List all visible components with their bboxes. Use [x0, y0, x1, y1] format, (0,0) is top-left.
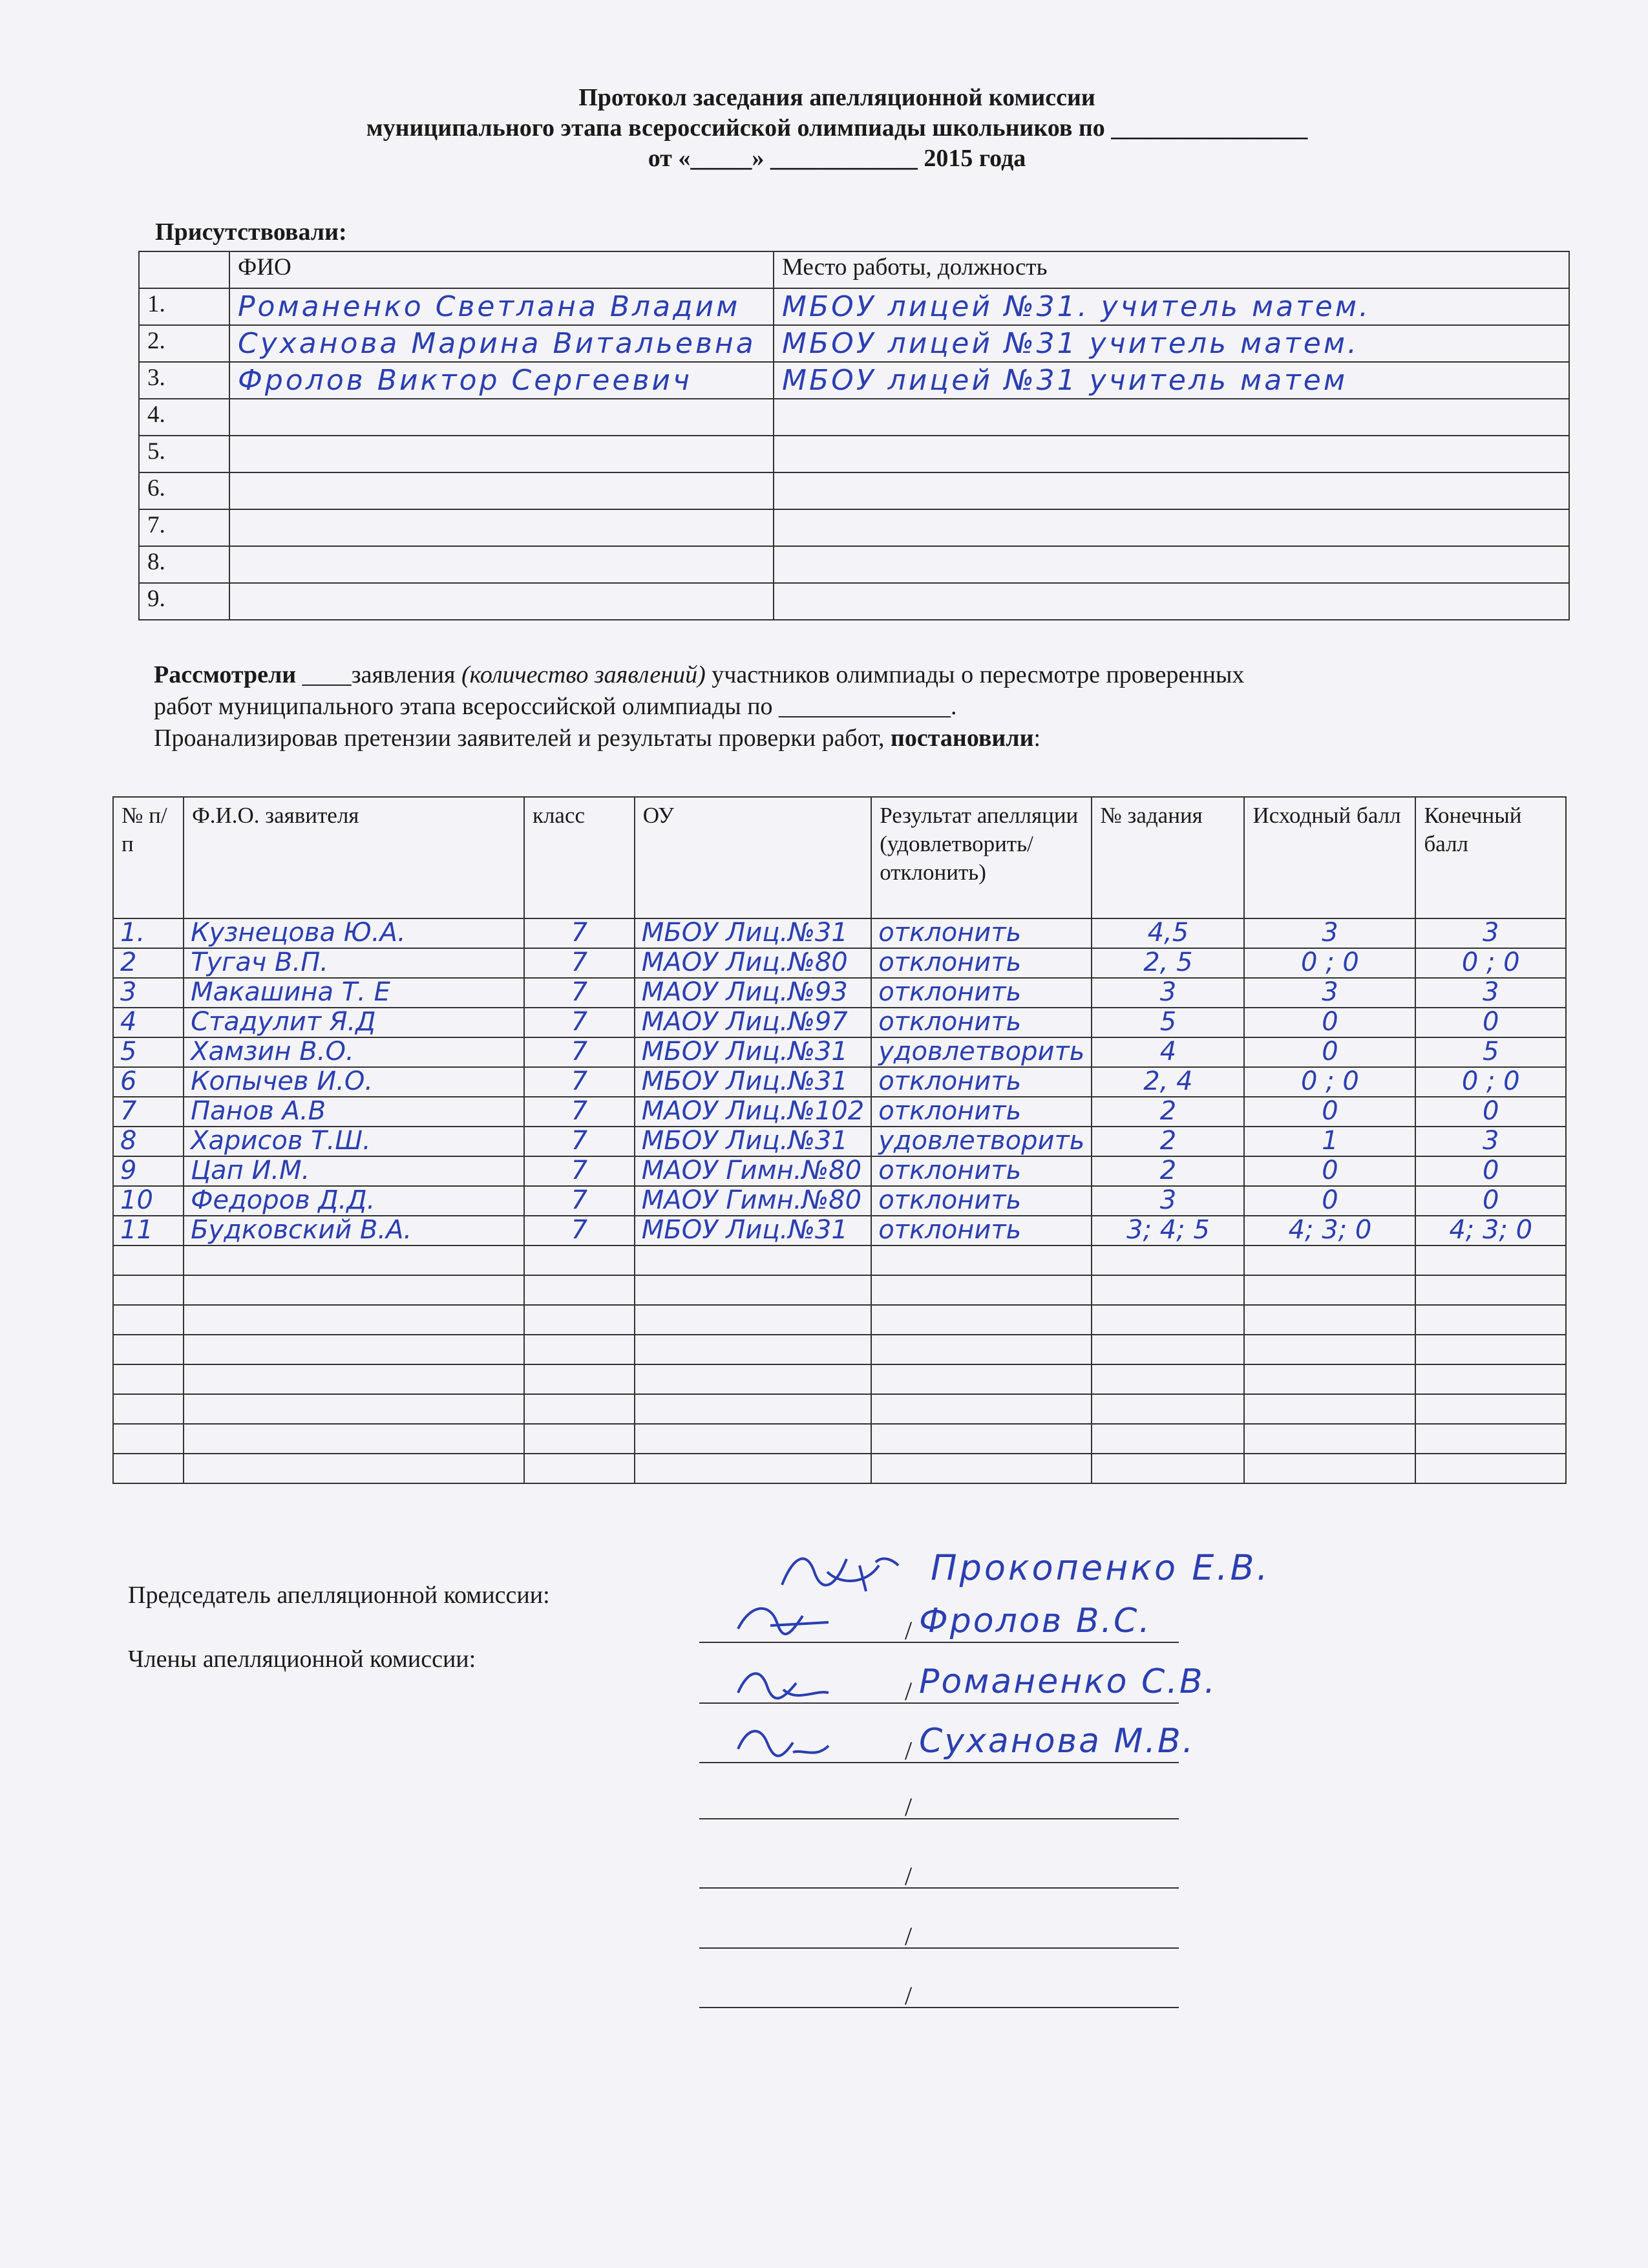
appeal-task: [1092, 1394, 1244, 1424]
appeal-row: [113, 1335, 1566, 1364]
attendee-num: 4.: [139, 399, 229, 436]
appeal-row: [113, 1127, 1566, 1156]
appeal-result: удовлетворить: [871, 1037, 1092, 1067]
appeal-fio: Будковский В.А.: [184, 1216, 524, 1245]
appeal-source-score: 0: [1244, 1186, 1415, 1216]
appeal-num: 8: [113, 1127, 184, 1156]
appeal-task: 2, 4: [1092, 1067, 1244, 1097]
signature-line[interactable]: [699, 1794, 1179, 1819]
attendee-work: [774, 399, 1569, 436]
appeal-num: 11: [113, 1216, 184, 1245]
signature-separator: /: [905, 1792, 913, 1821]
attendee-fio: [229, 583, 774, 620]
appeal-result: [871, 1245, 1092, 1275]
appeal-class: [524, 1454, 635, 1483]
appeal-fio: [184, 1305, 524, 1335]
appeal-ou: МБОУ Лиц.№31: [635, 1127, 871, 1156]
appeal-source-score: [1244, 1424, 1415, 1454]
appeal-row: [113, 1067, 1566, 1097]
appeal-fio: [184, 1245, 524, 1275]
appeal-task: 3: [1092, 978, 1244, 1008]
signature-line[interactable]: [699, 1722, 1196, 1765]
appeals-header-ou: ОУ: [635, 797, 871, 918]
appeal-final-score: 0: [1415, 1186, 1566, 1216]
appeal-final-score: [1415, 1364, 1566, 1394]
attendee-fio: [229, 472, 774, 509]
chair-signature-scrawl: [769, 1546, 911, 1604]
appeal-ou: МАОУ Гимн.№80: [635, 1156, 871, 1186]
attendee-row: [139, 399, 1569, 436]
appeal-num: [113, 1364, 184, 1394]
appeal-result: [871, 1305, 1092, 1335]
appeal-task: [1092, 1275, 1244, 1305]
signature-separator: /: [905, 1736, 913, 1765]
attendee-num: 6.: [139, 472, 229, 509]
appeal-source-score: 3: [1244, 978, 1415, 1008]
appeal-num: [113, 1335, 184, 1364]
appeal-source-score: 4; 3; 0: [1244, 1216, 1415, 1245]
appeal-result: отклонить: [871, 948, 1092, 978]
appeals-header-fio: Ф.И.О. заявителя: [184, 797, 524, 918]
appeal-class: 7: [524, 1127, 635, 1156]
signature-separator: /: [905, 1981, 913, 2010]
appeal-num: [113, 1454, 184, 1483]
appeal-num: [113, 1305, 184, 1335]
appeal-num: 2: [113, 948, 184, 978]
appeal-ou: [635, 1424, 871, 1454]
appeal-task: [1092, 1364, 1244, 1394]
title-line-2: муниципального этапа всероссийской олимпиады школьников по ________________: [366, 114, 1308, 142]
appeal-final-score: [1415, 1335, 1566, 1364]
attendee-fio: [229, 546, 774, 583]
members-label: Члены апелляционной комиссии:: [128, 1646, 476, 1673]
appeal-final-score: [1415, 1305, 1566, 1335]
attendee-fio: Фролов Виктор Сергеевич: [229, 362, 774, 399]
signature-separator: /: [905, 1616, 913, 1645]
resolution-end: :: [1033, 725, 1041, 752]
appeal-source-score: [1244, 1245, 1415, 1275]
appeal-final-score: [1415, 1424, 1566, 1454]
appeal-fio: Панов А.В: [184, 1097, 524, 1127]
appeal-num: [113, 1424, 184, 1454]
appeal-row: [113, 1454, 1566, 1483]
reviewed-rest-2: участников олимпиады о пересмотре проверенных: [705, 661, 1245, 688]
appeal-ou: МАОУ Лиц.№93: [635, 978, 871, 1008]
attendee-num: 9.: [139, 583, 229, 620]
appeal-fio: Хамзин В.О.: [184, 1037, 524, 1067]
appeal-class: 7: [524, 1067, 635, 1097]
appeal-class: 7: [524, 1186, 635, 1216]
attendees-table: [138, 251, 1570, 620]
appeal-class: 7: [524, 1216, 635, 1245]
signature-separator: /: [905, 1677, 913, 1706]
appeal-ou: МАОУ Лиц.№80: [635, 948, 871, 978]
signature-line[interactable]: [699, 1602, 1179, 1645]
member-signature-scrawl: [732, 1603, 841, 1648]
attendees-label: Присутствовали:: [155, 218, 347, 246]
chair-name: Прокопенко Е.В.: [931, 1547, 1271, 1588]
attendee-row: [139, 583, 1569, 620]
appeal-row: [113, 1424, 1566, 1454]
appeal-num: 1.: [113, 918, 184, 948]
appeal-ou: [635, 1454, 871, 1483]
signature-separator: /: [905, 1922, 913, 1951]
olympiad-line: работ муниципального этапа всероссийской олимпиады по ______________.: [154, 693, 957, 720]
appeal-result: [871, 1275, 1092, 1305]
appeal-source-score: [1244, 1305, 1415, 1335]
member-signature-scrawl: [732, 1664, 841, 1709]
appeal-task: 4,5: [1092, 918, 1244, 948]
appeal-ou: МБОУ Лиц.№31: [635, 918, 871, 948]
appeal-row: [113, 948, 1566, 978]
appeal-num: 7: [113, 1097, 184, 1127]
attendee-num: 3.: [139, 362, 229, 399]
title-line-3: от «_____» ____________ 2015 года: [648, 145, 1026, 172]
appeal-ou: МБОУ Лиц.№31: [635, 1067, 871, 1097]
appeal-fio: Копычев И.О.: [184, 1067, 524, 1097]
appeal-row: [113, 1275, 1566, 1305]
reviewed-paragraph: [154, 659, 1244, 691]
attendee-row: [139, 546, 1569, 583]
resolution-line: [154, 723, 1041, 754]
appeal-row: [113, 978, 1566, 1008]
appeal-final-score: 0: [1415, 1097, 1566, 1127]
appeal-task: 3; 4; 5: [1092, 1216, 1244, 1245]
appeal-class: [524, 1424, 635, 1454]
appeal-class: 7: [524, 1097, 635, 1127]
appeal-final-score: [1415, 1394, 1566, 1424]
attendee-fio: [229, 399, 774, 436]
appeal-row: [113, 1216, 1566, 1245]
appeal-row: [113, 918, 1566, 948]
appeal-result: отклонить: [871, 1008, 1092, 1037]
appeal-ou: [635, 1335, 871, 1364]
signature-line[interactable]: [699, 1923, 1179, 1949]
appeal-source-score: 0 ; 0: [1244, 1067, 1415, 1097]
appeal-num: [113, 1394, 184, 1424]
appeal-final-score: 3: [1415, 918, 1566, 948]
appeals-header-task: № задания: [1092, 797, 1244, 918]
appeal-fio: [184, 1335, 524, 1364]
appeal-source-score: [1244, 1454, 1415, 1483]
attendees-header-work: Место работы, должность: [774, 251, 1569, 288]
appeal-source-score: 3: [1244, 918, 1415, 948]
appeal-final-score: [1415, 1275, 1566, 1305]
attendee-num: 8.: [139, 546, 229, 583]
appeal-task: 2: [1092, 1097, 1244, 1127]
appeal-task: 2, 5: [1092, 948, 1244, 978]
appeal-final-score: 0 ; 0: [1415, 1067, 1566, 1097]
appeal-num: 9: [113, 1156, 184, 1186]
appeal-result: отклонить: [871, 1156, 1092, 1186]
attendee-num: 2.: [139, 325, 229, 362]
appeal-fio: [184, 1275, 524, 1305]
appeal-final-score: 5: [1415, 1037, 1566, 1067]
appeal-fio: Стадулит Я.Д: [184, 1008, 524, 1037]
appeal-final-score: 4; 3; 0: [1415, 1216, 1566, 1245]
appeal-row: [113, 1037, 1566, 1067]
member-name: Романенко С.В.: [919, 1662, 1218, 1701]
appeal-task: [1092, 1454, 1244, 1483]
chair-label: Председатель апелляционной комиссии:: [128, 1582, 550, 1609]
appeal-class: 7: [524, 948, 635, 978]
appeal-row: [113, 1305, 1566, 1335]
appeal-result: удовлетворить: [871, 1127, 1092, 1156]
attendee-num: 1.: [139, 288, 229, 325]
appeal-num: [113, 1245, 184, 1275]
member-name: Фролов В.С.: [919, 1602, 1152, 1640]
appeals-header-num: № п/п: [113, 797, 184, 918]
appeal-source-score: [1244, 1335, 1415, 1364]
reviewed-blank: ____: [296, 661, 352, 688]
appeal-task: 3: [1092, 1186, 1244, 1216]
appeal-ou: МАОУ Лиц.№97: [635, 1008, 871, 1037]
appeal-task: [1092, 1335, 1244, 1364]
appeal-ou: МАОУ Гимн.№80: [635, 1186, 871, 1216]
appeal-class: [524, 1275, 635, 1305]
appeal-class: [524, 1364, 635, 1394]
appeal-ou: [635, 1305, 871, 1335]
appeal-source-score: [1244, 1364, 1415, 1394]
attendee-row: [139, 436, 1569, 472]
appeal-task: [1092, 1305, 1244, 1335]
appeal-row: [113, 1008, 1566, 1037]
appeal-num: [113, 1275, 184, 1305]
appeals-header-result: Результат апелляции (удовлетворить/ отклонить): [871, 797, 1092, 918]
appeal-fio: [184, 1364, 524, 1394]
appeal-source-score: 0: [1244, 1156, 1415, 1186]
appeal-row: [113, 1394, 1566, 1424]
appeal-result: [871, 1364, 1092, 1394]
appeal-ou: [635, 1364, 871, 1394]
appeal-fio: [184, 1454, 524, 1483]
attendee-fio: Романенко Светлана Владим: [229, 288, 774, 325]
attendees-header-row: [139, 251, 1569, 288]
appeals-header-source-score: Исходный балл: [1244, 797, 1415, 918]
attendees-header-num: [139, 251, 229, 288]
appeal-fio: Цап И.М.: [184, 1156, 524, 1186]
attendee-num: 7.: [139, 509, 229, 546]
appeal-final-score: 3: [1415, 978, 1566, 1008]
appeal-class: 7: [524, 1156, 635, 1186]
appeal-result: отклонить: [871, 978, 1092, 1008]
appeal-task: 5: [1092, 1008, 1244, 1037]
appeal-source-score: 0: [1244, 1037, 1415, 1067]
appeals-table: [112, 796, 1567, 1484]
appeal-ou: МБОУ Лиц.№31: [635, 1037, 871, 1067]
appeal-fio: [184, 1424, 524, 1454]
appeal-task: 4: [1092, 1037, 1244, 1067]
attendee-work: МБОУ лицей №31 учитель матем: [774, 362, 1569, 399]
signature-separator: /: [905, 1861, 913, 1891]
appeal-ou: [635, 1275, 871, 1305]
appeal-source-score: 1: [1244, 1127, 1415, 1156]
attendee-work: [774, 583, 1569, 620]
appeal-result: [871, 1335, 1092, 1364]
attendee-row: [139, 509, 1569, 546]
appeal-final-score: 3: [1415, 1127, 1566, 1156]
appeal-num: 3: [113, 978, 184, 1008]
appeal-task: [1092, 1424, 1244, 1454]
attendee-fio: [229, 509, 774, 546]
appeal-row: [113, 1186, 1566, 1216]
appeal-result: [871, 1454, 1092, 1483]
appeal-task: 2: [1092, 1156, 1244, 1186]
attendee-fio: Суханова Марина Витальевна: [229, 325, 774, 362]
attendee-work: МБОУ лицей №31. учитель матем.: [774, 288, 1569, 325]
attendee-row: [139, 362, 1569, 399]
appeal-result: отклонить: [871, 1097, 1092, 1127]
appeal-fio: Тугач В.П.: [184, 948, 524, 978]
appeal-final-score: [1415, 1454, 1566, 1483]
appeal-class: [524, 1305, 635, 1335]
attendee-row: [139, 472, 1569, 509]
appeal-num: 10: [113, 1186, 184, 1216]
appeal-result: отклонить: [871, 918, 1092, 948]
appeal-fio: [184, 1394, 524, 1424]
appeal-final-score: 0 ; 0: [1415, 948, 1566, 978]
signature-line[interactable]: [699, 1662, 1218, 1706]
attendee-work: [774, 436, 1569, 472]
attendee-row: [139, 288, 1569, 325]
appeal-ou: МАОУ Лиц.№102: [635, 1097, 871, 1127]
attendee-fio: [229, 436, 774, 472]
appeal-task: [1092, 1245, 1244, 1275]
reviewed-rest-1: заявления: [351, 661, 461, 688]
appeal-fio: Макашина Т. Е: [184, 978, 524, 1008]
appeal-class: 7: [524, 1037, 635, 1067]
appeal-result: отклонить: [871, 1186, 1092, 1216]
appeal-num: 6: [113, 1067, 184, 1097]
appeal-ou: [635, 1394, 871, 1424]
appeal-num: 5: [113, 1037, 184, 1067]
appeal-row: [113, 1156, 1566, 1186]
appeal-class: [524, 1394, 635, 1424]
appeal-result: [871, 1424, 1092, 1454]
appeal-class: 7: [524, 978, 635, 1008]
appeal-source-score: 0: [1244, 1097, 1415, 1127]
appeal-class: 7: [524, 918, 635, 948]
appeal-final-score: [1415, 1245, 1566, 1275]
reviewed-bold: Рассмотрели: [154, 661, 297, 688]
appeal-ou: МБОУ Лиц.№31: [635, 1216, 871, 1245]
appeal-source-score: [1244, 1394, 1415, 1424]
resolution-start: Проанализировав претензии заявителей и результаты проверки работ,: [154, 725, 891, 752]
document-title: [0, 83, 1648, 174]
appeal-num: 4: [113, 1008, 184, 1037]
appeal-fio: Федоров Д.Д.: [184, 1186, 524, 1216]
appeal-result: отклонить: [871, 1067, 1092, 1097]
appeal-fio: Харисов Т.Ш.: [184, 1127, 524, 1156]
appeal-row: [113, 1097, 1566, 1127]
reviewed-italic: (количество заявлений): [461, 661, 706, 688]
appeal-source-score: 0 ; 0: [1244, 948, 1415, 978]
signature-line[interactable]: [699, 1982, 1179, 2008]
appeal-source-score: [1244, 1275, 1415, 1305]
appeal-row: [113, 1364, 1566, 1394]
resolution-bold: постановили: [891, 725, 1034, 752]
appeal-result: [871, 1394, 1092, 1424]
appeal-class: [524, 1245, 635, 1275]
appeal-fio: Кузнецова Ю.А.: [184, 918, 524, 948]
attendee-row: [139, 325, 1569, 362]
attendee-num: 5.: [139, 436, 229, 472]
attendee-work: МБОУ лицей №31 учитель матем.: [774, 325, 1569, 362]
appeal-row: [113, 1245, 1566, 1275]
appeal-source-score: 0: [1244, 1008, 1415, 1037]
member-signature-scrawl: [732, 1723, 841, 1768]
appeal-task: 2: [1092, 1127, 1244, 1156]
attendees-header-fio: ФИО: [229, 251, 774, 288]
appeal-final-score: 0: [1415, 1156, 1566, 1186]
appeal-class: [524, 1335, 635, 1364]
appeal-final-score: 0: [1415, 1008, 1566, 1037]
appeal-result: отклонить: [871, 1216, 1092, 1245]
appeal-ou: [635, 1245, 871, 1275]
member-name: Суханова М.В.: [919, 1722, 1196, 1761]
appeal-class: 7: [524, 1008, 635, 1037]
attendee-work: [774, 472, 1569, 509]
attendee-work: [774, 546, 1569, 583]
attendee-work: [774, 509, 1569, 546]
appeals-header-row: [113, 797, 1566, 918]
appeals-header-final-score: Конечный балл: [1415, 797, 1566, 918]
title-line-1: Протокол заседания апелляционной комиссии: [578, 84, 1095, 111]
appeals-header-class: класс: [524, 797, 635, 918]
signature-line[interactable]: [699, 1863, 1179, 1889]
